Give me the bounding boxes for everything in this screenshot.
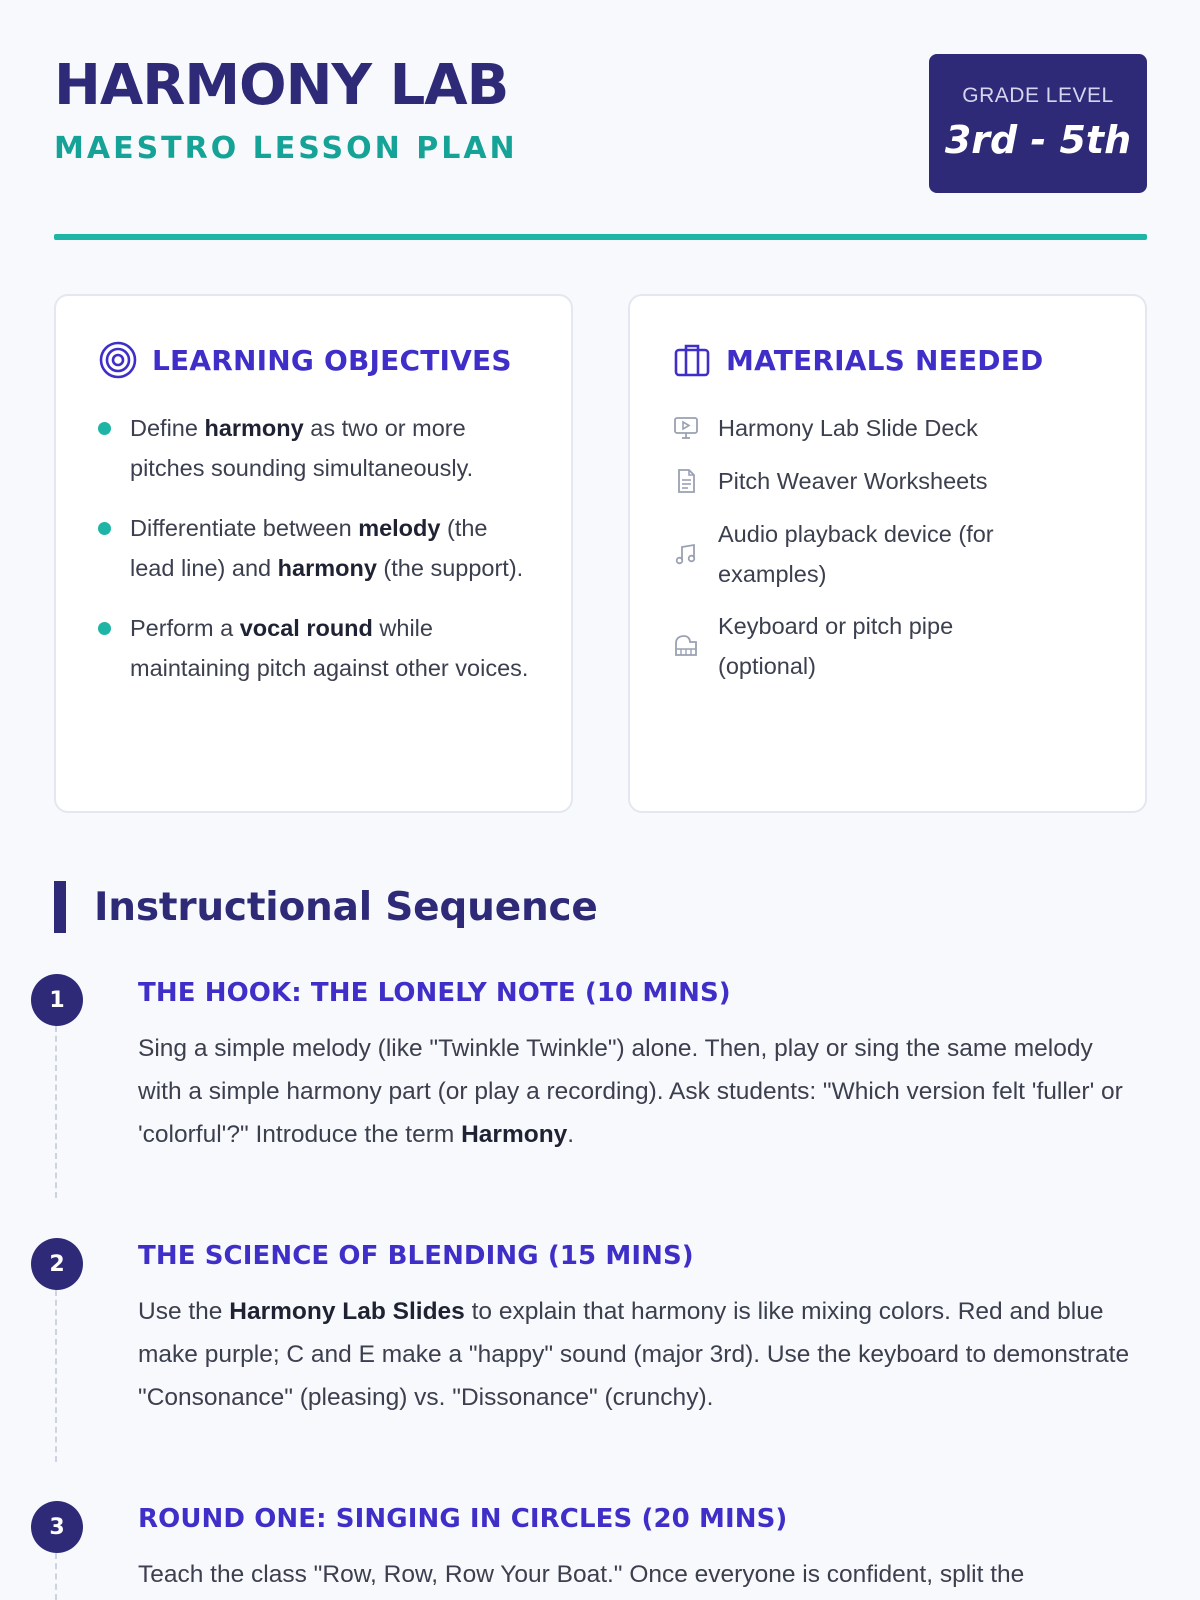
materials-needed-heading xyxy=(672,340,1044,380)
step-number-badge: 1 xyxy=(31,974,83,1026)
header-divider xyxy=(54,234,1147,240)
briefcase-icon xyxy=(672,340,712,380)
materials-needed-card xyxy=(628,294,1147,813)
list-item xyxy=(672,408,1048,448)
material-label: Keyboard or pitch pipe (optional) xyxy=(718,613,954,679)
materials-needed-title: MATERIALS NEEDED xyxy=(726,343,1044,377)
page-subtitle: MAESTRO LESSON PLAN xyxy=(54,131,518,166)
step-title: THE SCIENCE OF BLENDING (15 MINS) xyxy=(138,1241,694,1271)
step-body: Use the Harmony Lab Slides to explain that harmony is like mixing colors. Red and blue make purple; C and E make a "happy" sound (major 3rd). Use the keyboard to demonstrate "Consonance" (pleasing) vs. "Dissonance" (crunchy). xyxy=(138,1298,1130,1411)
material-label: Harmony Lab Slide Deck xyxy=(718,415,978,441)
piano-icon xyxy=(672,632,700,660)
grade-level-value: 3rd - 5th xyxy=(944,118,1132,162)
list-item xyxy=(672,514,1048,594)
material-label: Pitch Weaver Worksheets xyxy=(718,468,988,494)
document-icon xyxy=(672,467,700,495)
list-item: Perform a vocal round while maintaining pitch against other voices. xyxy=(98,608,538,688)
section-title: Instructional Sequence xyxy=(94,884,598,930)
timeline-connector xyxy=(55,1290,57,1462)
step-number-badge: 3 xyxy=(31,1501,83,1553)
learning-objectives-card xyxy=(54,294,573,813)
list-item xyxy=(672,461,1048,501)
step-title: THE HOOK: THE LONELY NOTE (10 MINS) xyxy=(138,978,731,1008)
target-icon xyxy=(98,340,138,380)
step-body: Sing a simple melody (like "Twinkle Twinkle") alone. Then, play or sing the same melody with a simple harmony part (or play a recording). Ask students: "Which version felt 'fuller' or 'colorful'?" Introduce the term Harmony. xyxy=(138,1035,1123,1148)
list-item: Differentiate between melody (the lead line) and harmony (the support). xyxy=(98,508,538,588)
step-title: ROUND ONE: SINGING IN CIRCLES (20 MINS) xyxy=(138,1504,788,1534)
list-item xyxy=(672,606,1048,686)
grade-level-label: GRADE LEVEL xyxy=(962,84,1114,107)
timeline-connector xyxy=(55,1026,57,1198)
objectives-list xyxy=(98,408,538,708)
header xyxy=(54,52,1147,242)
heading-accent-bar xyxy=(54,881,66,933)
timeline-connector xyxy=(55,1553,57,1600)
step-number-badge: 2 xyxy=(31,1238,83,1290)
page-title: HARMONY LAB xyxy=(54,53,509,118)
grade-level-badge xyxy=(929,54,1147,193)
learning-objectives-heading xyxy=(98,340,512,380)
list-item: Define harmony as two or more pitches sounding simultaneously. xyxy=(98,408,538,488)
step-body: Teach the class "Row, Row, Row Your Boat." Once everyone is confident, split the xyxy=(138,1561,1025,1588)
material-label: Audio playback device (for examples) xyxy=(718,521,994,587)
learning-objectives-title: LEARNING OBJECTIVES xyxy=(152,343,512,377)
music-note-icon xyxy=(672,540,700,568)
presentation-icon xyxy=(672,414,700,442)
instructional-sequence-heading xyxy=(54,881,598,933)
